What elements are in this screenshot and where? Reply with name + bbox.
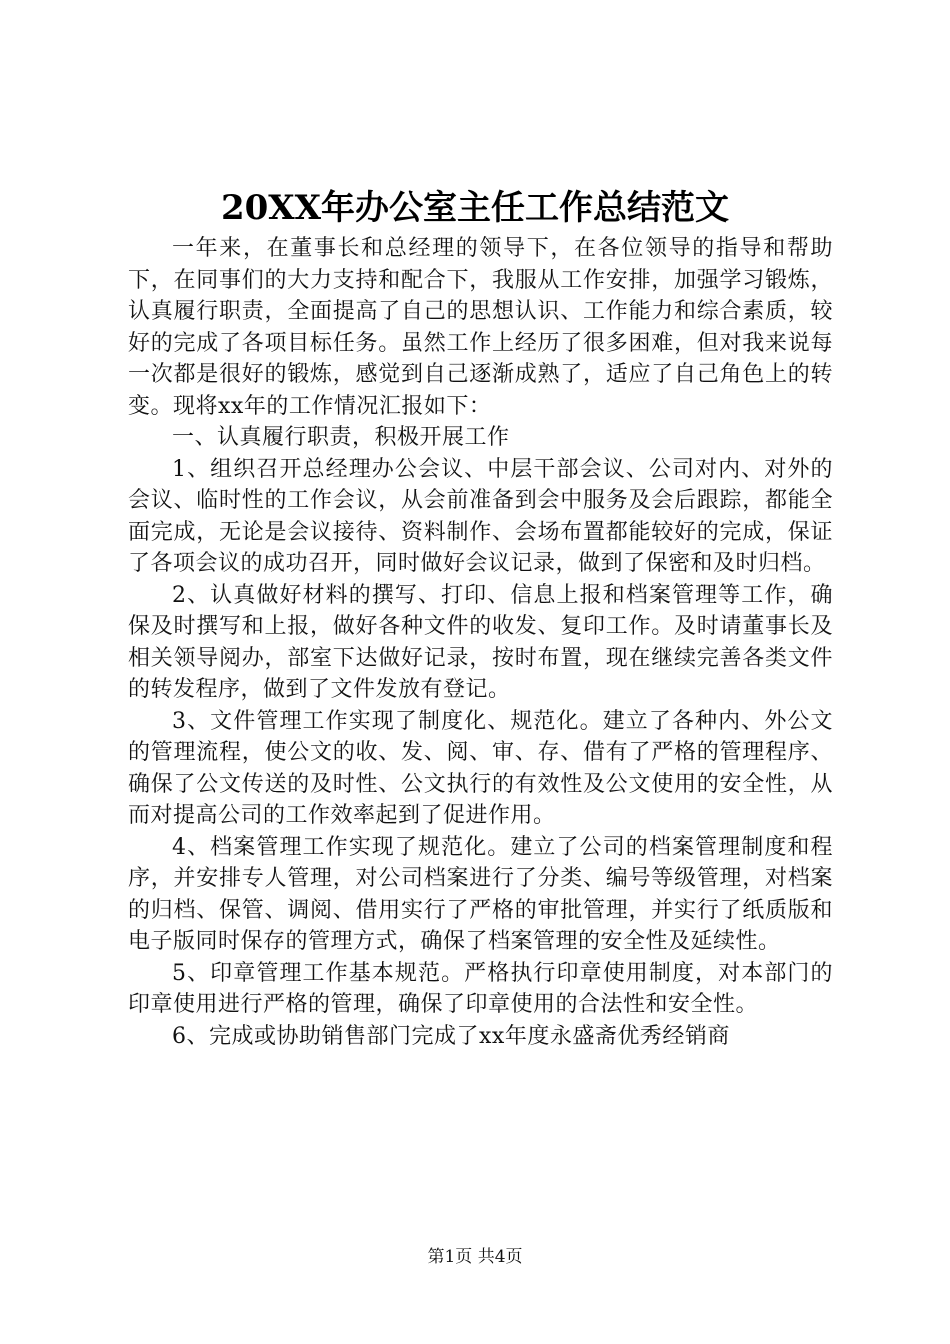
paragraph-item-2: 2、认真做好材料的撰写、打印、信息上报和档案管理等工作，确保及时撰写和上报，做好各种文件的收发、复印工作。及时请董事长及相关领导阅办，部室下达做好记录，按时布置，现在继续完善各类文件的转发程序，做到了文件发放有登记。 xyxy=(128,582,833,702)
paragraph-item-4: 4、档案管理工作实现了规范化。建立了公司的档案管理制度和程序，并安排专人管理，对公司档案进行了分类、编号等级管理，对档案的归档、保管、调阅、借用实行了严格的审批管理，并实行了纸质版和电子版同时保存的管理方式，确保了档案管理的安全性及延续性。 xyxy=(128,834,833,954)
section-heading: 一、认真履行职责，积极开展工作 xyxy=(172,425,510,450)
paragraph-intro: 一年来，在董事长和总经理的领导下，在各位领导的指导和帮助下，在同事们的大力支持和配合下，我服从工作安排，加强学习锻炼，认真履行职责，全面提高了自己的思想认识、工作能力和综合素质，较好的完成了各项目标任务。虽然工作上经历了很多困难，但对我来说每一次都是很好的锻炼，感觉到自己逐渐成熟了，适应了自己角色上的转变。现将xx年的工作情况汇报如下： xyxy=(128,236,833,419)
document-title: 20XX年办公室主任工作总结范文 xyxy=(220,188,730,228)
page-footer: 第1页 共4页 xyxy=(427,1247,523,1267)
paragraph-item-6: 6、完成或协助销售部门完成了xx年度永盛斋优秀经销商 xyxy=(172,1023,730,1049)
paragraph-item-1: 1、组织召开总经理办公会议、中层干部会议、公司对内、对外的会议、临时性的工作会议，从会前准备到会中服务及会后跟踪，都能全面完成，无论是会议接待、资料制作、会场布置都能较好的完成，保证了各项会议的成功召开，同时做好会议记录，做到了保密和及时归档。 xyxy=(128,456,833,576)
paragraph-item-3: 3、文件管理工作实现了制度化、规范化。建立了各种内、外公文的管理流程，使公文的收、发、阅、审、存、借有了严格的管理程序、确保了公文传送的及时性、公文执行的有效性及公文使用的安全性，从而对提高公司的工作效率起到了促进作用。 xyxy=(128,708,833,828)
paragraph-item-5: 5、印章管理工作基本规范。严格执行印章使用制度，对本部门的印章使用进行严格的管理，确保了印章使用的合法性和安全性。 xyxy=(128,960,833,1017)
document-body xyxy=(128,233,833,1052)
